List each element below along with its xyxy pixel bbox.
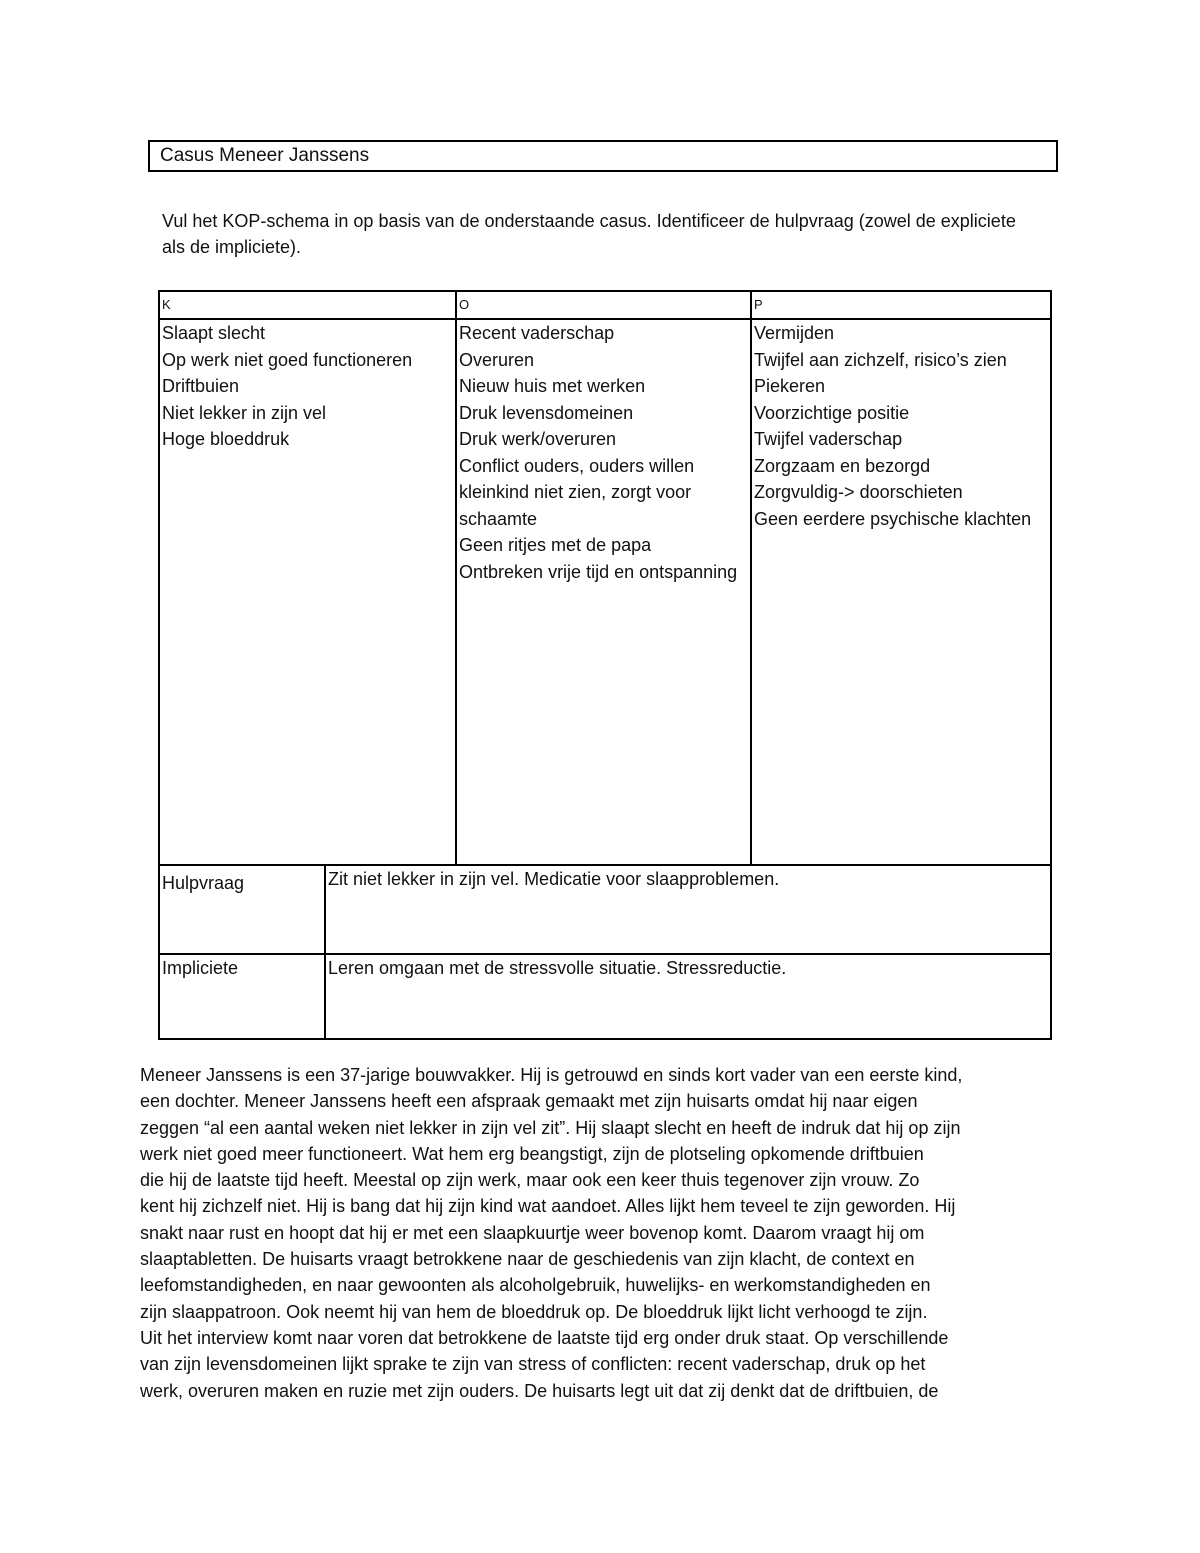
- casus-line: die hij de laatste tijd heeft. Meestal op zijn werk, maar ook een keer thuis tegenover zijn vrouw. Zo: [140, 1170, 920, 1191]
- k-item: Hoge bloeddruk: [162, 429, 290, 449]
- p-item: Piekeren: [754, 376, 826, 396]
- casus-line: werk, overuren maken en ruzie met zijn ouders. De huisarts legt uit dat zij denkt dat de driftbuien, de: [140, 1380, 939, 1401]
- o-item: Recent vaderschap: [459, 323, 615, 343]
- casus-line: van zijn levensdomeinen lijkt sprake te zijn van stress of conflicten: recent vaderschap, druk op het: [140, 1354, 926, 1375]
- hulpvraag-row: [159, 865, 1051, 954]
- header-p: P: [751, 291, 1051, 319]
- o-item: Nieuw huis met werken: [459, 376, 646, 396]
- p-item: Vermijden: [754, 323, 835, 343]
- casus-line: werk niet goed meer functioneert. Wat hem erg beangstigt, zijn de plotseling opkomende driftbuien: [140, 1143, 924, 1164]
- k-column: [159, 319, 456, 865]
- p-column: [751, 319, 1051, 865]
- instruction-text: Vul het KOP-schema in op basis van de onderstaande casus. Identificeer de hulpvraag (zowel de expliciete als de impliciete).: [162, 211, 1016, 257]
- casus-line: zeggen “al een aantal weken niet lekker in zijn vel zit”. Hij slaapt slecht en heeft de indruk dat hij op zijn: [140, 1117, 961, 1138]
- p-item: Geen eerdere psychische klachten: [754, 508, 1032, 529]
- impliciete-row: [159, 954, 1051, 1039]
- p-item: Voorzichtige positie: [754, 402, 910, 423]
- casus-description: [140, 1062, 1060, 1404]
- p-item: Twijfel aan zichzelf, risico’s zien: [754, 349, 1007, 370]
- document-title: Casus Meneer Janssens: [148, 140, 1058, 172]
- o-item: Conflict ouders, ouders willen kleinkind niet zien, zorgt voor schaamte: [459, 455, 695, 529]
- o-column: [456, 319, 751, 865]
- header-k: K: [159, 291, 456, 319]
- o-item: Druk werk/overuren: [459, 429, 617, 449]
- hulpvraag-label: Hulpvraag: [159, 865, 325, 954]
- p-item: Zorgzaam en bezorgd: [754, 455, 931, 476]
- o-item: Overuren: [459, 349, 535, 370]
- o-item: Geen ritjes met de papa: [459, 535, 652, 555]
- casus-line: Meneer Janssens is een 37-jarige bouwvakker. Hij is getrouwd en sinds kort vader van een eerste kind,: [140, 1065, 963, 1085]
- casus-line: slaaptabletten. De huisarts vraagt betrokkene naar de geschiedenis van zijn klacht, de context en: [140, 1249, 915, 1270]
- casus-line: kent hij zichzelf niet. Hij is bang dat hij zijn kind wat aandoet. Alles lijkt hem teveel te zijn geworden. Hij: [140, 1196, 956, 1217]
- hulpvraag-value: Zit niet lekker in zijn vel. Medicatie voor slaapproblemen.: [325, 865, 1051, 954]
- casus-line: leefomstandigheden, en naar gewoonten als alcoholgebruik, huwelijks- en werkomstandigheden en: [140, 1275, 931, 1296]
- impliciete-value: Leren omgaan met de stressvolle situatie. Stressreductie.: [325, 954, 1051, 1039]
- casus-line: snakt naar rust en hoopt dat hij er met een slaapkuurtje weer bovenop komt. Daarom vraagt hij om: [140, 1222, 925, 1243]
- casus-line: Uit het interview komt naar voren dat betrokkene de laatste tijd erg onder druk staat. Op verschillende: [140, 1327, 949, 1348]
- p-item: Twijfel vaderschap: [754, 429, 903, 449]
- k-item: Niet lekker in zijn vel: [162, 402, 327, 423]
- o-item: Ontbreken vrije tijd en ontspanning: [459, 561, 738, 582]
- k-item: Driftbuien: [162, 376, 240, 396]
- o-item: Druk levensdomeinen: [459, 402, 634, 423]
- kop-header-row: [159, 291, 1051, 319]
- kop-schema-table: [158, 290, 1052, 1040]
- p-item: Zorgvuldig-> doorschieten: [754, 482, 963, 502]
- casus-line: zijn slaappatroon. Ook neemt hij van hem de bloeddruk op. De bloeddruk lijkt licht verhoogd te zijn.: [140, 1301, 928, 1322]
- k-item: Slaapt slecht: [162, 323, 266, 343]
- kop-content-row: [159, 319, 1051, 865]
- k-item: Op werk niet goed functioneren: [162, 349, 413, 370]
- casus-line: een dochter. Meneer Janssens heeft een afspraak gemaakt met zijn huisarts omdat hij naar eigen: [140, 1091, 918, 1112]
- impliciete-label: Impliciete: [159, 954, 325, 1039]
- header-o: O: [456, 291, 751, 319]
